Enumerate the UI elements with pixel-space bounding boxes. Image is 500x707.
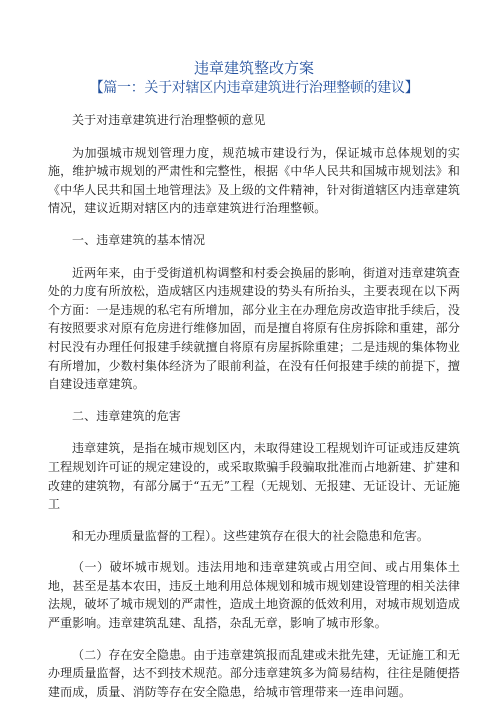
opinion-heading: 关于对违章建筑进行治理整顿的意见 bbox=[72, 113, 266, 127]
hazard-item-planning-paragraph: （一）破坏城市规划。违法用地和违章建筑或占用空间、或占用集体土地，甚至是基本农田，违反土地利用总体规划和城市规划建设管理的相关法律法规，破坏了城市规划的严肃性，造成土地资源的低效利用，对城市规划造成严重影响。违章建筑乱建、乱搭，杂乱无章，影响了城市形象。 bbox=[48, 560, 460, 631]
document-subtitle: 【篇一：关于对辖区内违章建筑进行治理整顿的建议】 bbox=[89, 80, 419, 96]
section-heading-hazards: 二、违章建筑的危害 bbox=[72, 408, 181, 423]
basic-situation-paragraph: 近两年来，由于受街道机构调整和村委会换届的影响，街道对违章建筑查处的力度有所放松，造成辖区内违规建设的势头有所抬头，主要表现在以下两个方面：一是违规的私宅有所增加，部分业主在办理危房改造审批手续后，没有按照要求对原有危房进行维修加固，而是擅自将原有住房拆除和重建，部分村民没有办理任何报建手续就擅自将原有房屋拆除重建；二是违规的集体物业有所增加，少数村集体经济为了眼前利益，在没有任何报建手续的前提下，擅自建设违章建筑。 bbox=[48, 265, 460, 392]
intro-paragraph: 为加强城市规划管理力度，规范城市建设行为，保证城市总体规划的实施，维护城市规划的严肃性和完整性，根据《中华人民共和国城市规划法》和《中华人民共和国土地管理法》及上级的文件精神，针对街道辖区内违章建筑情况，建议近期对辖区内的违章建筑进行治理整顿。 bbox=[48, 145, 460, 216]
section-heading-basic-situation: 一、违章建筑的基本情况 bbox=[72, 232, 206, 247]
document-title: 违章建筑整改方案 bbox=[193, 59, 314, 77]
hazard-item-safety-paragraph: （二）存在安全隐患。由于违章建筑报而乱建或未批先建，无证施工和无办理质量监督，达不到技术规范。部分违章建筑多为简易结构，往往是随便搭建而成，质量、消防等存在安全隐患，给城市管理带来一连串问题。 bbox=[48, 647, 460, 699]
hazards-continuation-paragraph: 和无办理质量监督的工程）。这些建筑存在很大的社会隐患和危害。 bbox=[72, 528, 430, 543]
hazards-definition-paragraph: 违章建筑，是指在城市规划区内，未取得建设工程规划许可证或违反建筑工程规划许可证的规定建设的，或采取欺骗手段骗取批准而占地新建、扩建和改建的建筑物，有部分属于“五无”工程（无规划、无报建、无证设计、无证施工 bbox=[48, 441, 460, 512]
